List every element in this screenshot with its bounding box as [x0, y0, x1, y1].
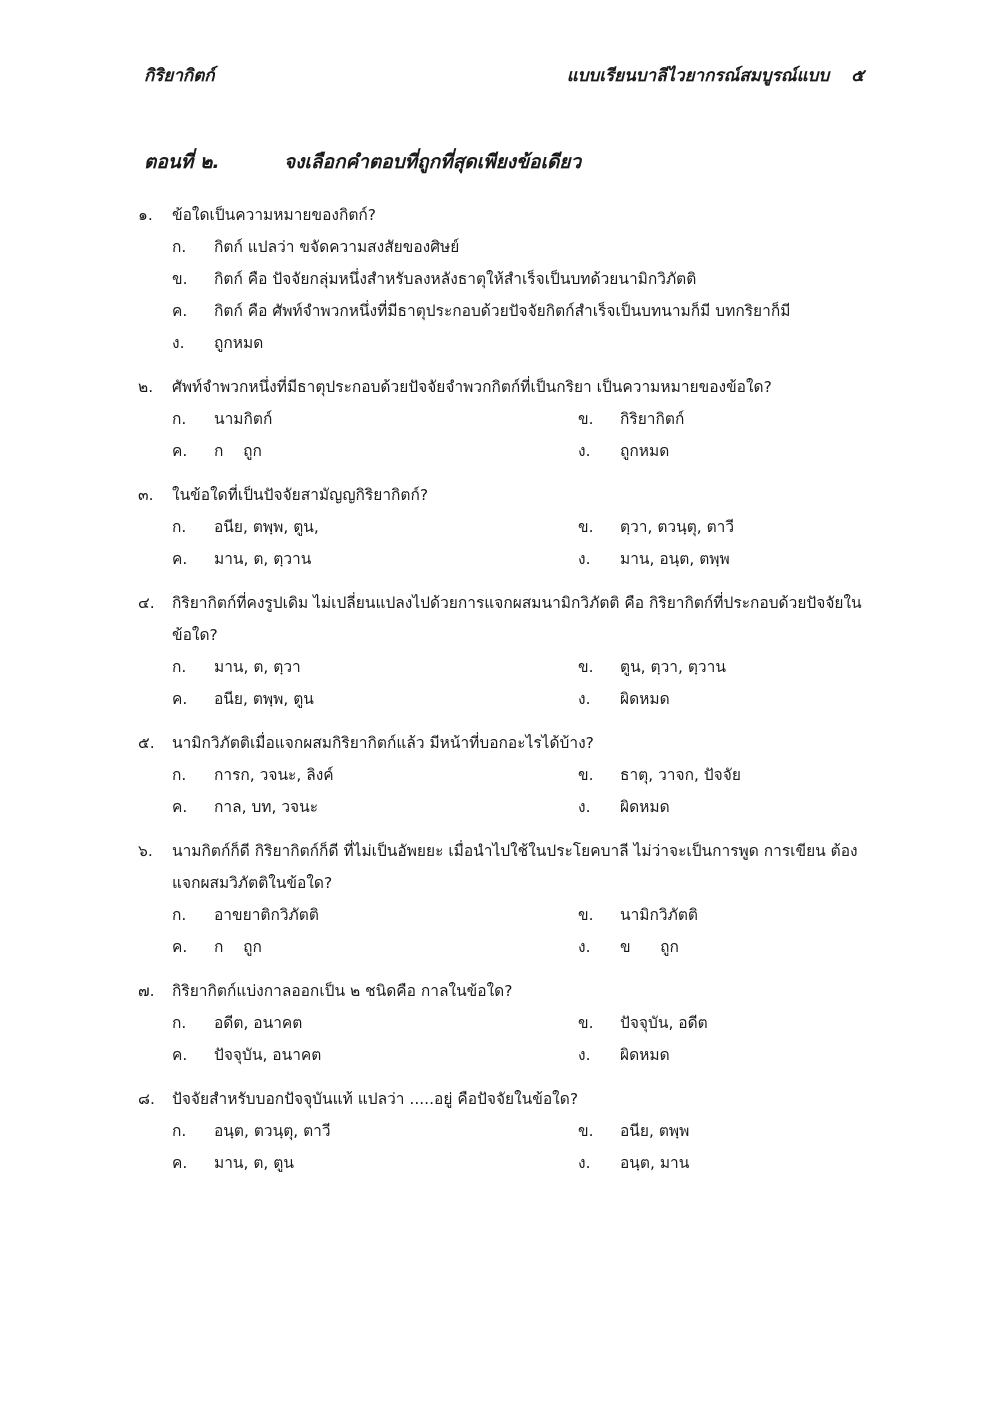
option-text: ก ถูก [214, 938, 262, 956]
option-b [578, 759, 868, 791]
option-c [172, 683, 578, 715]
option-b [578, 1007, 868, 1039]
option-text: กิตก์ แปลว่า ขจัดความสงสัยของศิษย์ [214, 238, 460, 256]
option-letter: ง. [578, 442, 591, 460]
option-text: อนีย, ตพฺพ, ตูน, [214, 518, 319, 536]
question-text: ในข้อใดที่เป็นปัจจัยสามัญญกิริยากิตก์? [172, 486, 429, 504]
option-text: มาน, อนฺต, ตพฺพ [620, 550, 730, 568]
option-letter: ค. [172, 550, 188, 568]
option-letter: ค. [172, 1154, 188, 1172]
option-b [578, 899, 868, 931]
option-text: นามกิตก์ [214, 410, 273, 428]
running-header [144, 62, 864, 92]
section-title [144, 147, 581, 177]
option-b [578, 1115, 868, 1147]
option-letter: ก. [172, 518, 187, 536]
option-text: กาล, บท, วจนะ [214, 798, 319, 816]
option-letter: ง. [578, 550, 591, 568]
question-number: ๓. [138, 486, 154, 504]
option-a [172, 651, 578, 683]
option-a [172, 1007, 578, 1039]
option-letter: ก. [172, 906, 187, 924]
option-d [578, 931, 868, 963]
option-text: ผิดหมด [620, 690, 670, 708]
option-b [578, 511, 868, 543]
question-4 [138, 587, 868, 715]
option-text: อนีย, ตพฺพ [620, 1122, 690, 1140]
question-stem [138, 479, 868, 511]
question-stem [138, 1083, 868, 1115]
question-3 [138, 479, 868, 575]
option-grid [138, 759, 868, 823]
option-letter: ก. [172, 410, 187, 428]
question-list [138, 199, 868, 1191]
option-letter: ก. [172, 766, 187, 784]
question-text: นามกิตก์ก็ดี กิริยากิตก์ก็ดี ที่ไม่เป็นอัพยยะ เมื่อนำไปใช้ในประโยคบาลี ไม่ว่าจะเป็นการพูด การเขียน ต้องแจกผสมวิภัตติในข้อใด? [172, 842, 858, 892]
option-letter: ง. [578, 798, 591, 816]
option-letter: ค. [172, 1046, 188, 1064]
option-text: อนฺต, ตวนฺตุ, ตาวี [214, 1122, 331, 1140]
option-text: อนีย, ตพฺพ, ตูน [214, 690, 314, 708]
option-text: อดีต, อนาคต [214, 1014, 303, 1032]
option-grid [138, 511, 868, 575]
option-letter: ก. [172, 238, 187, 256]
option-letter: ง. [578, 1154, 591, 1172]
question-8 [138, 1083, 868, 1179]
option-letter: ก. [172, 658, 187, 676]
option-letter: ก. [172, 1014, 187, 1032]
question-text: ปัจจัยสำหรับบอกปัจจุบันแท้ แปลว่า .....อยู่ คือปัจจัยในข้อใด? [172, 1090, 579, 1108]
option-grid [138, 403, 868, 467]
option-letter: ข. [172, 270, 188, 288]
question-6 [138, 835, 868, 963]
option-c [172, 295, 868, 327]
question-number: ๕. [138, 734, 155, 752]
option-letter: ง. [172, 334, 185, 352]
option-d [172, 327, 868, 359]
option-d [578, 435, 868, 467]
option-c [172, 791, 578, 823]
option-text: ข ถูก [620, 938, 679, 956]
option-text: กิตก์ คือ ปัจจัยกลุ่มหนึ่งสำหรับลงหลังธาตุให้สำเร็จเป็นบทด้วยนามิกวิภัตติ [214, 270, 697, 288]
option-letter: ง. [578, 938, 591, 956]
option-grid [138, 651, 868, 715]
option-text: ผิดหมด [620, 1046, 670, 1064]
option-letter: ค. [172, 690, 188, 708]
question-stem [138, 587, 868, 651]
option-c [172, 543, 578, 575]
question-number: ๖. [138, 842, 153, 860]
question-number: ๔. [138, 594, 155, 612]
option-text: มาน, ต, ตูน [214, 1154, 294, 1172]
option-letter: ค. [172, 798, 188, 816]
option-text: อนฺต, มาน [620, 1154, 690, 1172]
option-letter: ข. [578, 906, 594, 924]
option-a [172, 511, 578, 543]
question-text: ข้อใดเป็นความหมายของกิตก์? [172, 206, 377, 224]
question-2 [138, 371, 868, 467]
option-letter: ง. [578, 690, 591, 708]
page-number: ๕ [851, 66, 864, 86]
option-d [578, 683, 868, 715]
option-c [172, 1147, 578, 1179]
option-text: ปัจจุบัน, อดีต [620, 1014, 708, 1032]
question-text: ศัพท์จำพวกหนึ่งที่มีธาตุประกอบด้วยปัจจัยจำพวกกิตก์ที่เป็นกริยา เป็นความหมายของข้อใด? [172, 378, 772, 396]
option-d [578, 1147, 868, 1179]
option-text: การก, วจนะ, ลิงค์ [214, 766, 334, 784]
option-a [172, 899, 578, 931]
option-grid [138, 1115, 868, 1179]
option-text: นามิกวิภัตติ [620, 906, 698, 924]
header-right [567, 62, 864, 89]
question-number: ๘. [138, 1090, 155, 1108]
option-c [172, 1039, 578, 1071]
option-grid [138, 1007, 868, 1071]
option-letter: ค. [172, 938, 188, 956]
option-letter: ข. [578, 1014, 594, 1032]
option-letter: ข. [578, 658, 594, 676]
option-letter: ข. [578, 1122, 594, 1140]
option-b [172, 263, 868, 295]
option-grid [138, 899, 868, 963]
question-stem [138, 727, 868, 759]
option-a [172, 231, 868, 263]
option-a [172, 1115, 578, 1147]
option-text: ผิดหมด [620, 798, 670, 816]
question-5 [138, 727, 868, 823]
question-stem [138, 199, 868, 231]
option-b [578, 403, 868, 435]
option-text: อาขยาติกวิภัตติ [214, 906, 319, 924]
header-chapter-title: กิริยากิตก์ [144, 66, 215, 86]
option-d [578, 1039, 868, 1071]
option-letter: ข. [578, 766, 594, 784]
option-letter: ข. [578, 518, 594, 536]
question-number: ๒. [138, 378, 154, 396]
option-a [172, 759, 578, 791]
option-text: กิตก์ คือ ศัพท์จำพวกหนึ่งที่มีธาตุประกอบด้วยปัจจัยกิตก์สำเร็จเป็นบทนามก็มี บทกริยาก็มี [214, 302, 791, 320]
question-text: กิริยากิตก์แบ่งกาลออกเป็น ๒ ชนิดคือ กาลในข้อใด? [172, 982, 513, 1000]
question-1 [138, 199, 868, 359]
option-text: ธาตุ, วาจก, ปัจจัย [620, 766, 741, 784]
option-b [578, 651, 868, 683]
option-c [172, 435, 578, 467]
section-instruction: จงเลือกคำตอบที่ถูกที่สุดเพียงข้อเดียว [284, 151, 582, 173]
option-letter: ก. [172, 1122, 187, 1140]
option-text: มาน, ต, ตฺวาน [214, 550, 312, 568]
question-text: กิริยากิตก์ที่คงรูปเดิม ไม่เปลี่ยนแปลงไปด้วยการแจกผสมนามิกวิภัตติ คือ กิริยากิตก์ที่ประกอบด้วยปัจจัยในข้อใด? [172, 594, 862, 644]
option-text: กิริยากิตก์ [620, 410, 685, 428]
option-text: ตูน, ตฺวา, ตฺวาน [620, 658, 726, 676]
option-letter: ค. [172, 302, 188, 320]
section-label: ตอนที่ ๒. [144, 151, 220, 173]
option-text: ตฺวา, ตวนฺตุ, ตาวี [620, 518, 735, 536]
option-text: ถูกหมด [620, 442, 670, 460]
option-letter: ข. [578, 410, 594, 428]
option-text: ปัจจุบัน, อนาคต [214, 1046, 322, 1064]
question-text: นามิกวิภัตติเมื่อแจกผสมกิริยากิตก์แล้ว มีหน้าที่บอกอะไรได้บ้าง? [172, 734, 594, 752]
option-a [172, 403, 578, 435]
option-letter: ค. [172, 442, 188, 460]
option-d [578, 543, 868, 575]
header-book-title: แบบเรียนบาลีไวยากรณ์สมบูรณ์แบบ [566, 66, 830, 86]
question-number: ๗. [138, 982, 155, 1000]
question-stem [138, 975, 868, 1007]
question-7 [138, 975, 868, 1071]
option-d [578, 791, 868, 823]
option-list [138, 231, 868, 359]
option-text: ก ถูก [214, 442, 262, 460]
option-letter: ง. [578, 1046, 591, 1064]
question-stem [138, 371, 868, 403]
question-number: ๑. [138, 206, 153, 224]
option-text: มาน, ต, ตฺวา [214, 658, 301, 676]
option-c [172, 931, 578, 963]
question-stem [138, 835, 868, 899]
option-text: ถูกหมด [214, 334, 264, 352]
